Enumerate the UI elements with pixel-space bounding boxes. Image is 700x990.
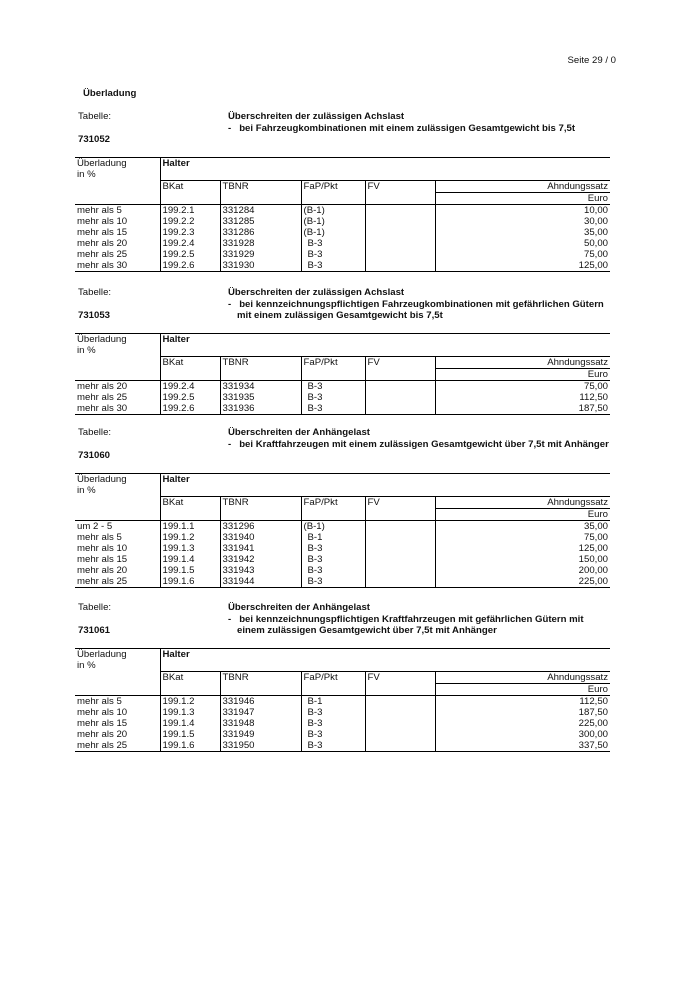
column-header-currency: Euro bbox=[435, 193, 610, 205]
cell-fv bbox=[365, 543, 435, 554]
cell-tbnr: 331950 bbox=[220, 740, 301, 752]
cell-bkat: 199.2.5 bbox=[160, 249, 220, 260]
section-header bbox=[75, 287, 610, 333]
table-subtitle: - bei kennzeichnungspflichtigen Fahrzeugkombinationen mit gefährlichen Gütern bbox=[228, 298, 604, 310]
cell-fv bbox=[365, 696, 435, 708]
table-label: Tabelle: bbox=[78, 287, 112, 298]
header-spacer bbox=[301, 509, 365, 521]
column-header-party: Halter bbox=[160, 334, 610, 346]
cell-tbnr: 331286 bbox=[220, 227, 301, 238]
cell-fap: B-3 bbox=[301, 554, 365, 565]
cell-overload: mehr als 10 bbox=[77, 216, 128, 227]
header-spacer bbox=[220, 193, 301, 205]
table-subtitle: - bei Kraftfahrzeugen mit einem zulässigen Gesamtgewicht über 7,5t mit Anhänger bbox=[228, 438, 609, 450]
cell-overload: mehr als 30 bbox=[75, 403, 160, 415]
header-spacer bbox=[160, 169, 610, 181]
cell-fap: (B-1) bbox=[301, 521, 365, 533]
table-row bbox=[75, 740, 610, 752]
header-row bbox=[75, 193, 610, 205]
fine-table-section bbox=[75, 111, 610, 272]
cell-bkat: 199.2.6 bbox=[160, 403, 220, 415]
cell-tbnr: 331935 bbox=[220, 392, 301, 403]
column-header-amount: Ahndungssatz bbox=[435, 497, 610, 509]
cell-overload: mehr als 5 bbox=[77, 532, 122, 543]
header-spacer bbox=[220, 369, 301, 381]
section-header bbox=[75, 602, 610, 648]
cell-bkat: 199.1.5 bbox=[160, 729, 220, 740]
header-row bbox=[75, 485, 610, 497]
cell-overload: mehr als 25 bbox=[75, 576, 160, 588]
table-subtitle: - bei Fahrzeugkombinationen mit einem zulässigen Gesamtgewicht bis 7,5t bbox=[228, 122, 576, 134]
fine-table-section bbox=[75, 287, 610, 415]
cell-tbnr: 331948 bbox=[220, 718, 301, 729]
cell-bkat: 199.2.2 bbox=[160, 216, 220, 227]
cell-bkat: 199.1.6 bbox=[160, 576, 220, 588]
column-header-currency: Euro bbox=[435, 369, 610, 381]
cell-tbnr: 331947 bbox=[220, 707, 301, 718]
table-title: Überschreiten der Anhängelast bbox=[228, 427, 370, 438]
cell-fv bbox=[365, 565, 435, 576]
cell-bkat: 199.1.3 bbox=[160, 543, 220, 554]
header-spacer bbox=[160, 684, 220, 696]
table-title-block bbox=[228, 427, 609, 450]
cell-fap: B-3 bbox=[301, 238, 365, 249]
table-id: 731061 bbox=[78, 625, 111, 636]
table-row bbox=[75, 238, 610, 249]
cell-fap: (B-1) bbox=[301, 216, 365, 227]
table-row bbox=[75, 696, 610, 708]
header-spacer bbox=[75, 509, 160, 521]
cell-overload: mehr als 5 bbox=[77, 696, 122, 707]
cell-amount: 35,00 bbox=[435, 521, 610, 533]
header-row bbox=[75, 684, 610, 696]
cell-amount: 337,50 bbox=[435, 740, 610, 752]
cell-amount: 75,00 bbox=[435, 381, 610, 393]
table-row bbox=[75, 576, 610, 588]
column-header-overload: Überladung bbox=[75, 334, 160, 346]
cell-overload: mehr als 5 bbox=[77, 205, 122, 216]
cell-bkat: 199.1.4 bbox=[160, 554, 220, 565]
cell-amount: 112,50 bbox=[435, 392, 610, 403]
table-subtitle-continued: mit einem zulässigen Gesamtgewicht bis 7,5t bbox=[237, 310, 443, 321]
cell-overload: mehr als 10 bbox=[77, 707, 128, 718]
cell-fap: B-3 bbox=[301, 392, 365, 403]
cell-bkat: 199.1.2 bbox=[160, 696, 220, 708]
table-row bbox=[75, 227, 610, 238]
header-spacer bbox=[365, 509, 435, 521]
header-row bbox=[75, 474, 610, 486]
cell-fap: (B-1) bbox=[301, 205, 365, 217]
column-header-amount: Ahndungssatz bbox=[435, 672, 610, 684]
cell-amount: 10,00 bbox=[435, 205, 610, 217]
column-header-fv: FV bbox=[365, 357, 435, 369]
table-title: Überschreiten der Anhängelast bbox=[228, 602, 370, 613]
cell-overload: mehr als 20 bbox=[77, 565, 128, 576]
cell-tbnr: 331941 bbox=[220, 543, 301, 554]
cell-tbnr: 331936 bbox=[220, 403, 301, 415]
column-header-party: Halter bbox=[160, 474, 610, 486]
table-row bbox=[75, 381, 610, 393]
cell-fap: B-1 bbox=[301, 696, 365, 708]
cell-fap: B-3 bbox=[301, 707, 365, 718]
cell-tbnr: 331934 bbox=[220, 381, 301, 393]
cell-fap: B-3 bbox=[301, 740, 365, 752]
column-header-fap: FaP/Pkt bbox=[301, 181, 365, 193]
table-row bbox=[75, 205, 610, 217]
cell-fap: B-3 bbox=[301, 403, 365, 415]
column-header-bkat: BKat bbox=[160, 357, 220, 369]
cell-amount: 187,50 bbox=[435, 707, 610, 718]
header-spacer bbox=[301, 684, 365, 696]
cell-fap: B-3 bbox=[301, 718, 365, 729]
header-spacer bbox=[365, 193, 435, 205]
cell-tbnr: 331284 bbox=[220, 205, 301, 217]
cell-tbnr: 331296 bbox=[220, 521, 301, 533]
cell-amount: 150,00 bbox=[435, 554, 610, 565]
cell-bkat: 199.1.2 bbox=[160, 532, 220, 543]
header-spacer bbox=[75, 181, 160, 193]
header-row bbox=[75, 660, 610, 672]
column-header-currency: Euro bbox=[435, 509, 610, 521]
cell-bkat: 199.1.5 bbox=[160, 565, 220, 576]
cell-tbnr: 331949 bbox=[220, 729, 301, 740]
cell-fv bbox=[365, 403, 435, 415]
table-title-block bbox=[228, 602, 584, 637]
table-row bbox=[75, 532, 610, 543]
table-id: 731052 bbox=[78, 134, 111, 145]
header-row bbox=[75, 672, 610, 684]
cell-fap: B-3 bbox=[301, 565, 365, 576]
column-header-bkat: BKat bbox=[160, 672, 220, 684]
column-header-fap: FaP/Pkt bbox=[301, 672, 365, 684]
header-row bbox=[75, 649, 610, 661]
table-row bbox=[75, 554, 610, 565]
table-row bbox=[75, 521, 610, 533]
table-row bbox=[75, 729, 610, 740]
fine-table bbox=[75, 157, 610, 272]
table-row bbox=[75, 707, 610, 718]
cell-fv bbox=[365, 249, 435, 260]
fine-table bbox=[75, 648, 610, 752]
column-header-fv: FV bbox=[365, 497, 435, 509]
cell-fv bbox=[365, 381, 435, 393]
column-header-overload: Überladung bbox=[75, 474, 160, 486]
cell-amount: 225,00 bbox=[435, 576, 610, 588]
cell-tbnr: 331928 bbox=[220, 238, 301, 249]
column-header-fv: FV bbox=[365, 672, 435, 684]
cell-fap: B-3 bbox=[301, 249, 365, 260]
column-header-tbnr: TBNR bbox=[220, 497, 301, 509]
header-spacer bbox=[75, 369, 160, 381]
column-header-tbnr: TBNR bbox=[220, 181, 301, 193]
header-spacer bbox=[75, 672, 160, 684]
header-spacer bbox=[220, 684, 301, 696]
cell-bkat: 199.2.4 bbox=[160, 381, 220, 393]
cell-tbnr: 331929 bbox=[220, 249, 301, 260]
cell-overload: um 2 - 5 bbox=[77, 521, 113, 532]
header-spacer bbox=[365, 684, 435, 696]
cell-fv bbox=[365, 532, 435, 543]
cell-fv bbox=[365, 554, 435, 565]
cell-overload: mehr als 25 bbox=[75, 740, 160, 752]
page-number: Seite 29 / 0 bbox=[567, 55, 616, 66]
cell-fv bbox=[365, 718, 435, 729]
column-header-fap: FaP/Pkt bbox=[301, 497, 365, 509]
table-subtitle-continued: einem zulässigen Gesamtgewicht über 7,5t mit Anhänger bbox=[237, 625, 497, 636]
cell-bkat: 199.2.5 bbox=[160, 392, 220, 403]
header-spacer bbox=[75, 193, 160, 205]
table-row bbox=[75, 216, 610, 227]
section-header bbox=[75, 427, 610, 473]
cell-bkat: 199.2.3 bbox=[160, 227, 220, 238]
header-spacer bbox=[75, 497, 160, 509]
header-row bbox=[75, 369, 610, 381]
cell-fv bbox=[365, 205, 435, 217]
cell-amount: 75,00 bbox=[435, 532, 610, 543]
cell-tbnr: 331944 bbox=[220, 576, 301, 588]
cell-overload: mehr als 15 bbox=[77, 554, 128, 565]
column-header-party: Halter bbox=[160, 649, 610, 661]
cell-fv bbox=[365, 392, 435, 403]
cell-overload: mehr als 20 bbox=[77, 729, 128, 740]
table-id: 731053 bbox=[78, 310, 111, 321]
header-spacer bbox=[301, 369, 365, 381]
header-spacer bbox=[160, 369, 220, 381]
header-spacer bbox=[365, 369, 435, 381]
header-spacer bbox=[160, 485, 610, 497]
cell-overload: mehr als 15 bbox=[77, 227, 128, 238]
fine-table-section bbox=[75, 602, 610, 752]
cell-fv bbox=[365, 707, 435, 718]
cell-fv bbox=[365, 227, 435, 238]
cell-bkat: 199.1.1 bbox=[160, 521, 220, 533]
header-spacer bbox=[75, 684, 160, 696]
column-header-amount: Ahndungssatz bbox=[435, 181, 610, 193]
column-header-amount: Ahndungssatz bbox=[435, 357, 610, 369]
cell-bkat: 199.1.3 bbox=[160, 707, 220, 718]
cell-amount: 187,50 bbox=[435, 403, 610, 415]
column-header-fap: FaP/Pkt bbox=[301, 357, 365, 369]
cell-fap: B-3 bbox=[301, 543, 365, 554]
cell-tbnr: 331285 bbox=[220, 216, 301, 227]
cell-overload: mehr als 25 bbox=[77, 249, 128, 260]
column-header-overload: Überladung bbox=[75, 649, 160, 661]
cell-bkat: 199.2.4 bbox=[160, 238, 220, 249]
cell-fap: B-3 bbox=[301, 260, 365, 272]
header-row bbox=[75, 169, 610, 181]
header-spacer bbox=[160, 345, 610, 357]
column-header-unit: in % bbox=[77, 169, 96, 180]
cell-fap: (B-1) bbox=[301, 227, 365, 238]
table-title-block bbox=[228, 287, 604, 322]
fine-table-section bbox=[75, 427, 610, 588]
table-row bbox=[75, 260, 610, 272]
header-spacer bbox=[160, 509, 220, 521]
cell-fv bbox=[365, 260, 435, 272]
column-header-tbnr: TBNR bbox=[220, 672, 301, 684]
cell-amount: 125,00 bbox=[435, 543, 610, 554]
cell-amount: 125,00 bbox=[435, 260, 610, 272]
column-header-unit: in % bbox=[77, 345, 96, 356]
cell-tbnr: 331942 bbox=[220, 554, 301, 565]
table-label: Tabelle: bbox=[78, 427, 112, 438]
cell-fap: B-3 bbox=[301, 381, 365, 393]
header-row bbox=[75, 334, 610, 346]
table-title: Überschreiten der zulässigen Achslast bbox=[228, 111, 405, 122]
column-header-bkat: BKat bbox=[160, 181, 220, 193]
header-spacer bbox=[75, 357, 160, 369]
table-row bbox=[75, 543, 610, 554]
cell-overload: mehr als 20 bbox=[77, 381, 128, 392]
column-header-tbnr: TBNR bbox=[220, 357, 301, 369]
table-row bbox=[75, 565, 610, 576]
header-row bbox=[75, 158, 610, 170]
column-header-fv: FV bbox=[365, 181, 435, 193]
table-id: 731060 bbox=[78, 450, 111, 461]
cell-fv bbox=[365, 521, 435, 533]
cell-amount: 30,00 bbox=[435, 216, 610, 227]
cell-fap: B-3 bbox=[301, 576, 365, 588]
section-header bbox=[75, 111, 610, 157]
cell-tbnr: 331940 bbox=[220, 532, 301, 543]
table-row bbox=[75, 249, 610, 260]
cell-overload: mehr als 15 bbox=[77, 718, 128, 729]
cell-amount: 75,00 bbox=[435, 249, 610, 260]
column-header-bkat: BKat bbox=[160, 497, 220, 509]
cell-fv bbox=[365, 576, 435, 588]
cell-amount: 200,00 bbox=[435, 565, 610, 576]
table-row bbox=[75, 392, 610, 403]
header-spacer bbox=[160, 660, 610, 672]
cell-amount: 35,00 bbox=[435, 227, 610, 238]
column-header-party: Halter bbox=[160, 158, 610, 170]
cell-amount: 225,00 bbox=[435, 718, 610, 729]
table-row bbox=[75, 403, 610, 415]
cell-tbnr: 331946 bbox=[220, 696, 301, 708]
header-row bbox=[75, 357, 610, 369]
cell-fv bbox=[365, 729, 435, 740]
column-header-unit: in % bbox=[77, 660, 96, 671]
cell-amount: 112,50 bbox=[435, 696, 610, 708]
header-row bbox=[75, 509, 610, 521]
cell-tbnr: 331930 bbox=[220, 260, 301, 272]
header-row bbox=[75, 497, 610, 509]
cell-overload: mehr als 25 bbox=[77, 392, 128, 403]
cell-tbnr: 331943 bbox=[220, 565, 301, 576]
header-row bbox=[75, 181, 610, 193]
cell-fv bbox=[365, 740, 435, 752]
cell-bkat: 199.2.1 bbox=[160, 205, 220, 217]
table-label: Tabelle: bbox=[78, 111, 112, 122]
table-label: Tabelle: bbox=[78, 602, 112, 613]
cell-bkat: 199.2.6 bbox=[160, 260, 220, 272]
cell-overload: mehr als 20 bbox=[77, 238, 128, 249]
table-row bbox=[75, 718, 610, 729]
cell-overload: mehr als 30 bbox=[75, 260, 160, 272]
table-title-block bbox=[228, 111, 575, 134]
table-title: Überschreiten der zulässigen Achslast bbox=[228, 287, 405, 298]
cell-fap: B-1 bbox=[301, 532, 365, 543]
header-spacer bbox=[301, 193, 365, 205]
column-header-currency: Euro bbox=[435, 684, 610, 696]
header-row bbox=[75, 345, 610, 357]
header-spacer bbox=[160, 193, 220, 205]
cell-fv bbox=[365, 238, 435, 249]
fine-table bbox=[75, 333, 610, 415]
cell-fap: B-3 bbox=[301, 729, 365, 740]
cell-amount: 50,00 bbox=[435, 238, 610, 249]
column-header-overload: Überladung bbox=[75, 158, 160, 170]
cell-overload: mehr als 10 bbox=[77, 543, 128, 554]
cell-bkat: 199.1.4 bbox=[160, 718, 220, 729]
cell-bkat: 199.1.6 bbox=[160, 740, 220, 752]
column-header-unit: in % bbox=[77, 485, 96, 496]
page-title: Überladung bbox=[83, 88, 137, 99]
fine-table bbox=[75, 473, 610, 588]
cell-amount: 300,00 bbox=[435, 729, 610, 740]
cell-fv bbox=[365, 216, 435, 227]
header-spacer bbox=[220, 509, 301, 521]
table-subtitle: - bei kennzeichnungspflichtigen Kraftfahrzeugen mit gefährlichen Gütern mit bbox=[228, 613, 584, 625]
